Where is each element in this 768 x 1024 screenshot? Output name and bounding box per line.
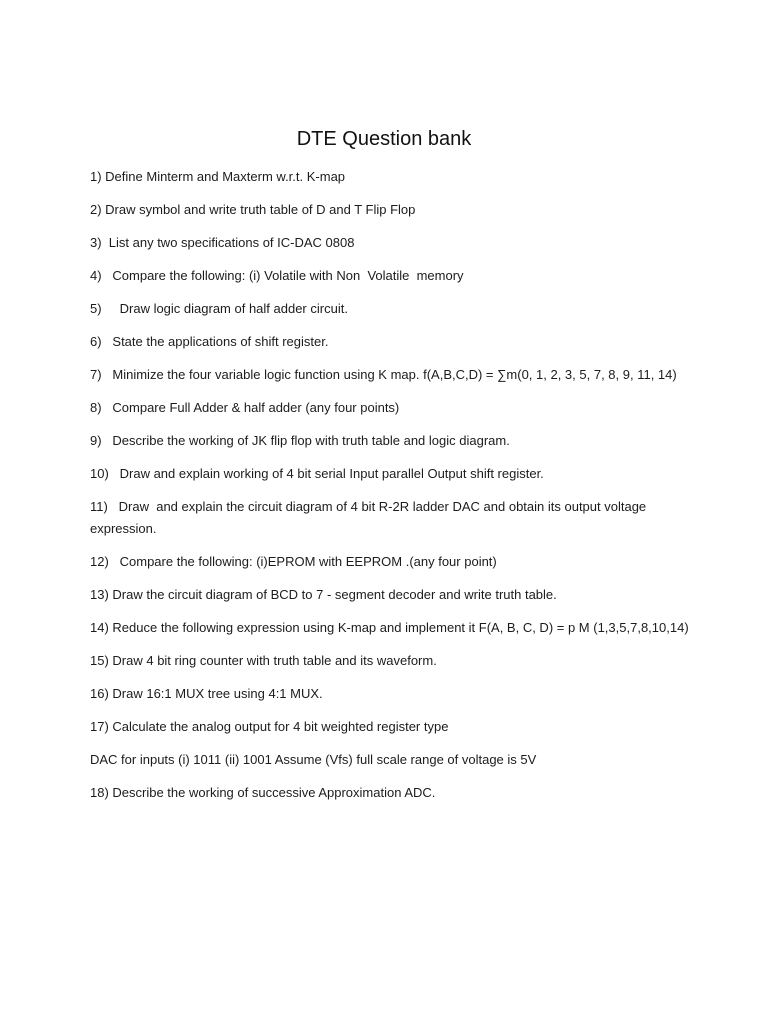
question-list [90, 166, 690, 815]
question-item: 2) Draw symbol and write truth table of D and T Flip Flop [90, 202, 416, 217]
question-item: 14) Reduce the following expression using K-map and implement it F(A, B, C, D) = p M (1,3,5,7,8,10,14) [90, 620, 689, 635]
question-item: 13) Draw the circuit diagram of BCD to 7 - segment decoder and write truth table. [90, 587, 557, 602]
question-item: 4) Compare the following: (i) Volatile with Non Volatile memory [90, 268, 464, 283]
question-item: 6) State the applications of shift register. [90, 334, 329, 349]
question-item: 1) Define Minterm and Maxterm w.r.t. K-map [90, 169, 346, 184]
question-item: 9) Describe the working of JK flip flop with truth table and logic diagram. [90, 433, 510, 448]
question-item: 16) Draw 16:1 MUX tree using 4:1 MUX. [90, 686, 323, 701]
question-item: 17) Calculate the analog output for 4 bit weighted register type [90, 719, 449, 734]
question-item: 12) Compare the following: (i)EPROM with EEPROM .(any four point) [90, 554, 497, 569]
question-item: 5) Draw logic diagram of half adder circuit. [90, 301, 348, 316]
question-item: DAC for inputs (i) 1011 (ii) 1001 Assume (Vfs) full scale range of voltage is 5V [90, 752, 537, 767]
question-item: 8) Compare Full Adder & half adder (any four points) [90, 400, 400, 415]
question-item: 11) Draw and explain the circuit diagram of 4 bit R-2R ladder DAC and obtain its output voltage expression. [90, 499, 650, 536]
question-item: 7) Minimize the four variable logic function using K map. f(A,B,C,D) = ∑m(0, 1, 2, 3, 5, 7, 8, 9, 11, 14) [90, 367, 677, 382]
question-item: 15) Draw 4 bit ring counter with truth table and its waveform. [90, 653, 437, 668]
document-title: DTE Question bank [296, 128, 472, 150]
question-item: 10) Draw and explain working of 4 bit serial Input parallel Output shift register. [90, 466, 544, 481]
question-item: 3) List any two specifications of IC-DAC 0808 [90, 235, 355, 250]
question-item: 18) Describe the working of successive Approximation ADC. [90, 785, 436, 800]
